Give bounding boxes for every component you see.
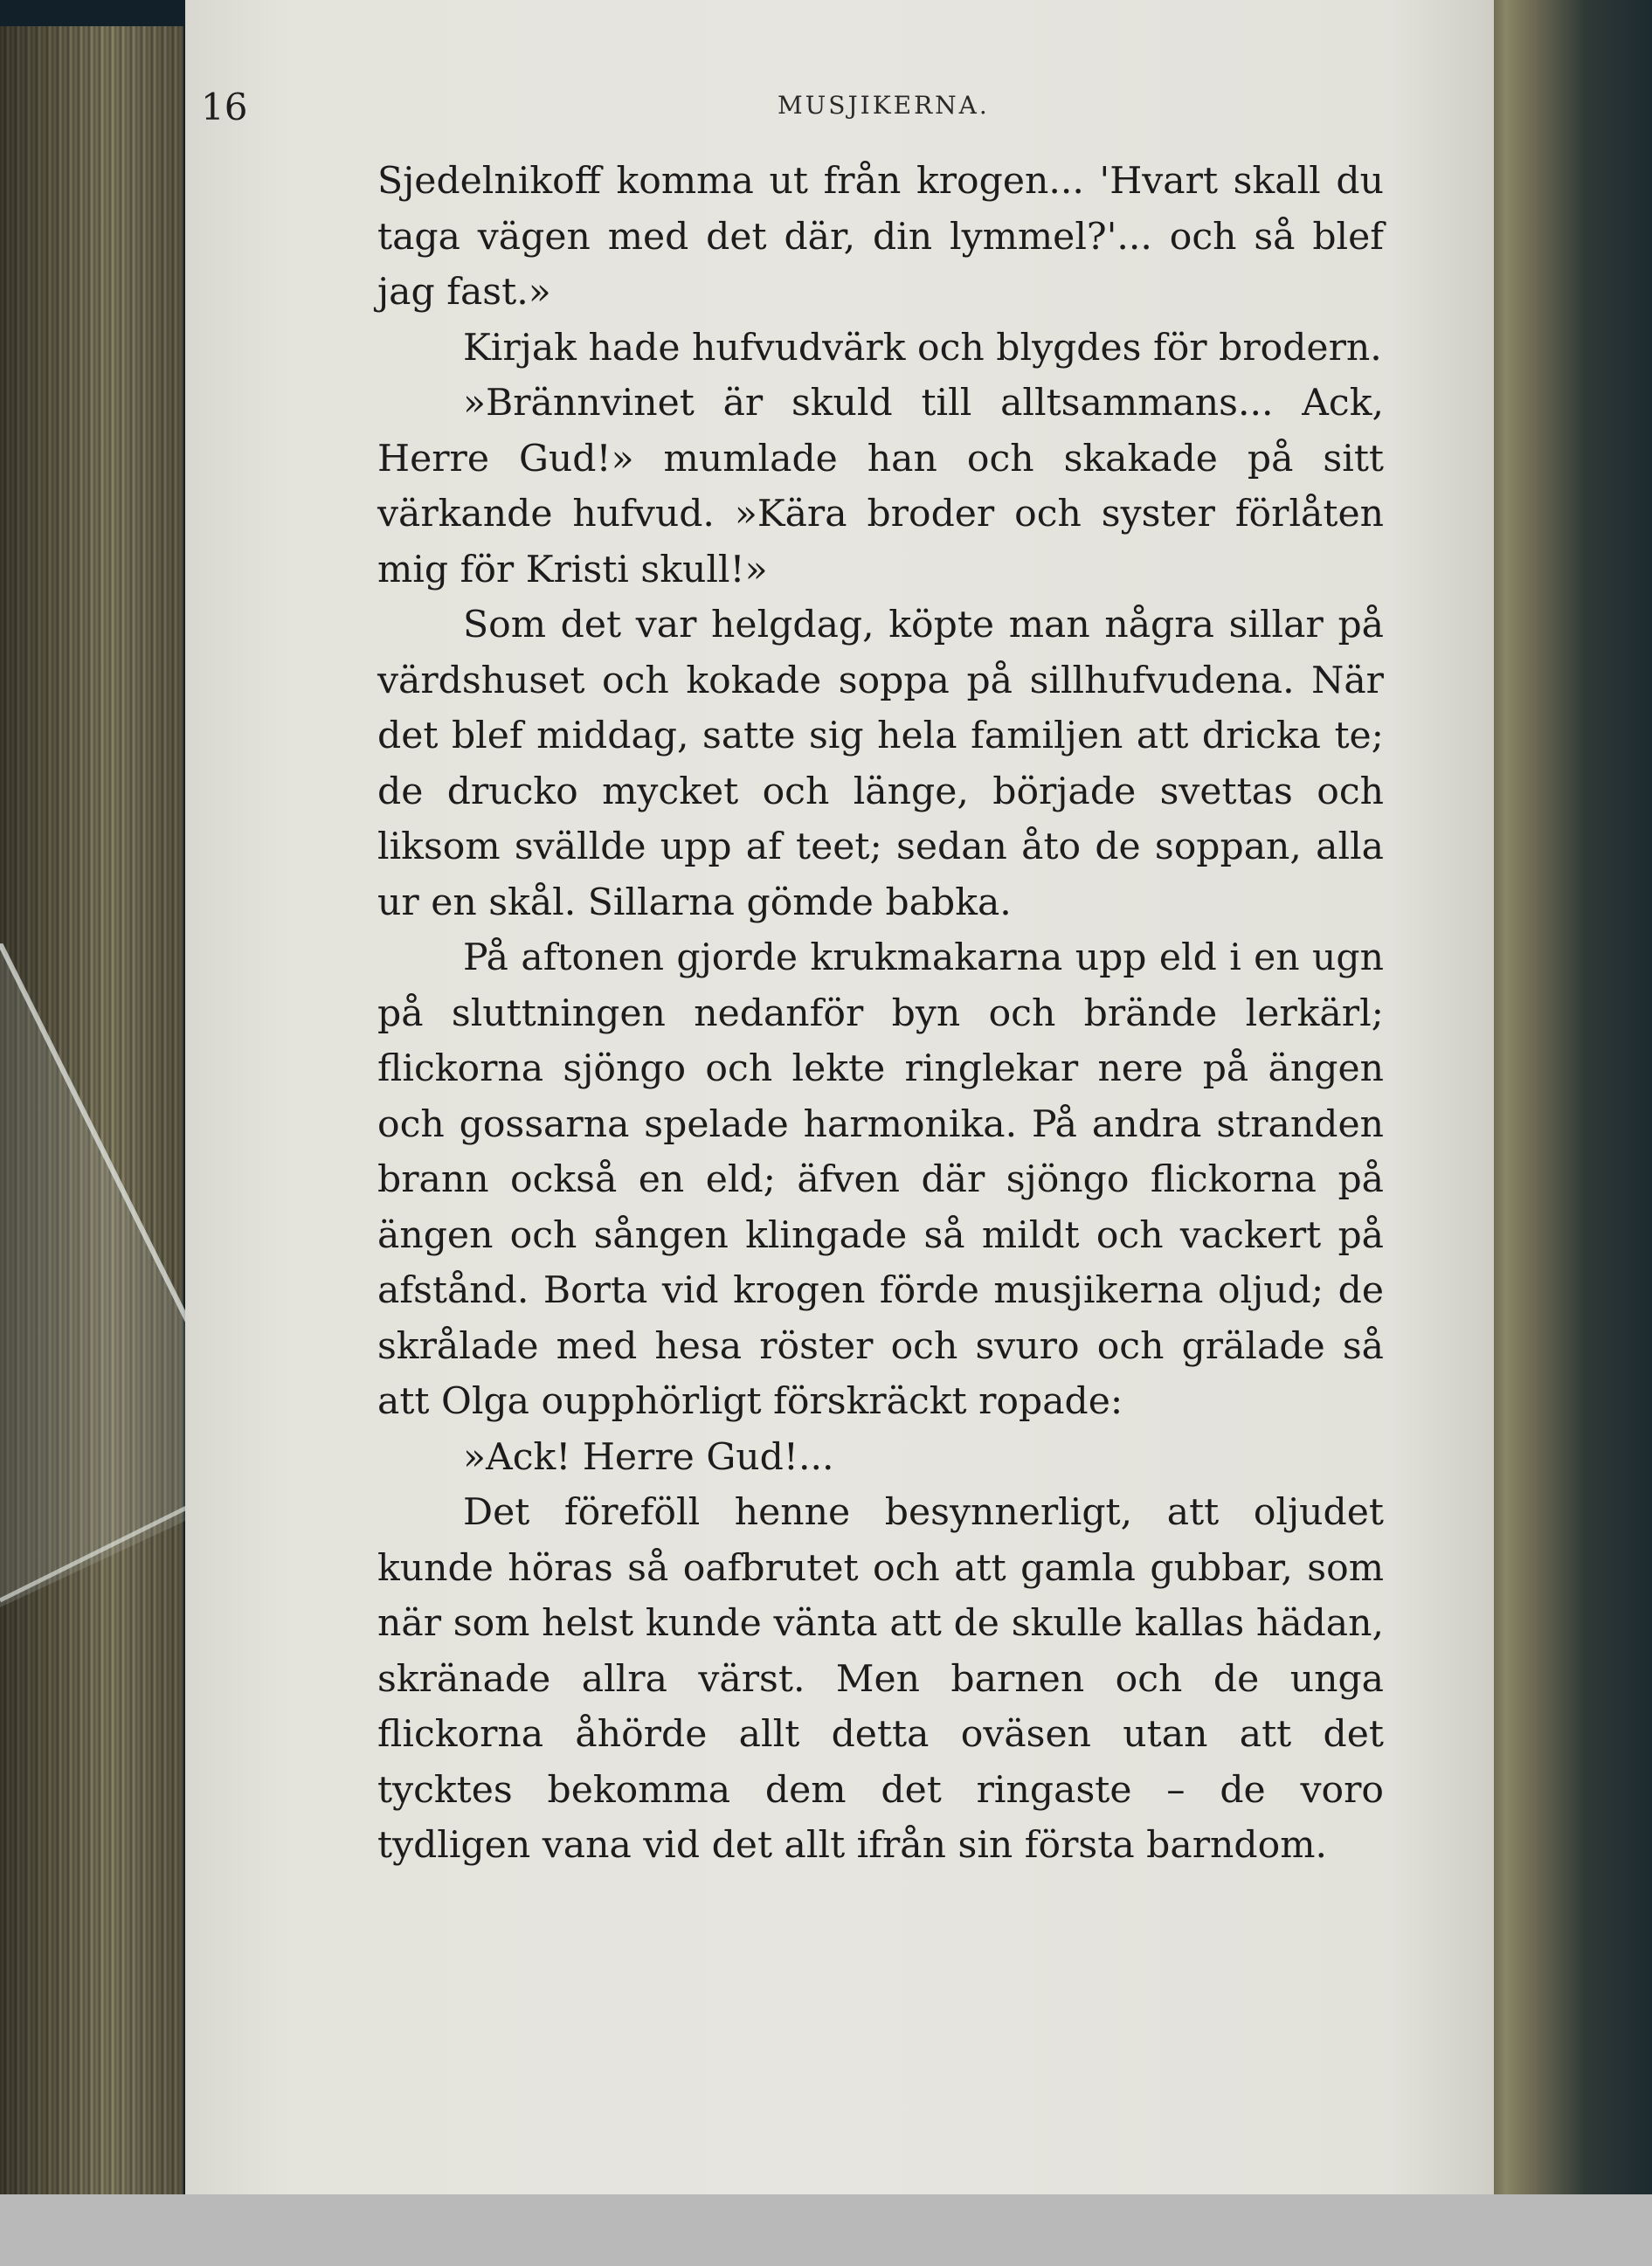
page-number: 16 <box>201 86 248 128</box>
paragraph: Kirjak hade hufvudvärk och blygdes för brodern. <box>463 326 1382 370</box>
right-book-edge <box>1485 0 1652 2194</box>
paragraph: På aftonen gjorde krukmakarna upp eld i en ugn på sluttningen nedanför byn och brände lerkärl; flickorna sjöngo och lekte ringlekar nere på ängen och gossarna spelade harmonika. På andra stranden brann också en eld; äfven där sjöngo flickorna på ängen och sången klingade så mildt och vackert på afstånd. Borta vid krogen förde musjikerna oljud; de skrålade med hesa röster och svuro och grälade så att Olga oupphörligt förskräckt ropade: <box>377 936 1384 1423</box>
page-header <box>201 80 990 133</box>
paragraph: Sjedelnikoff komma ut från krogen... 'Hvart skall du taga vägen med det där, din lymmel?'... och så blef jag fast.» <box>377 160 1384 314</box>
paragraph: »Ack! Herre Gud!... <box>463 1435 834 1479</box>
body-text <box>377 154 1384 1874</box>
paragraph: »Brännvinet är skuld till alltsammans... Ack, Herre Gud!» mumlade han och skakade på sitt värkande hufvud. »Kära broder och syster förlåten mig för Kristi skull!» <box>377 382 1384 591</box>
paragraph: Som det var helgdag, köpte man några sillar på värdshuset och kokade soppa på sillhufvudena. När det blef middag, satte sig hela familjen att dricka te; de drucko mycket och länge, började svettas och liksom svällde upp af teet; sedan åto de soppan, alla ur en skål. Sillarna gömde babka. <box>377 604 1384 924</box>
paragraph: Det föreföll henne besynnerligt, att oljudet kunde höras så oafbrutet och att gamla gubbar, som när som helst kunde vänta att de skulle kallas hädan, skränade allra värst. Men barnen och de unga flickorna åhörde allt detta oväsen utan att det tycktes bekomma dem det ringaste – de voro tydligen vana vid det allt ifrån sin första barndom. <box>377 1491 1384 1867</box>
running-title: MUSJIKERNA. <box>778 91 990 120</box>
